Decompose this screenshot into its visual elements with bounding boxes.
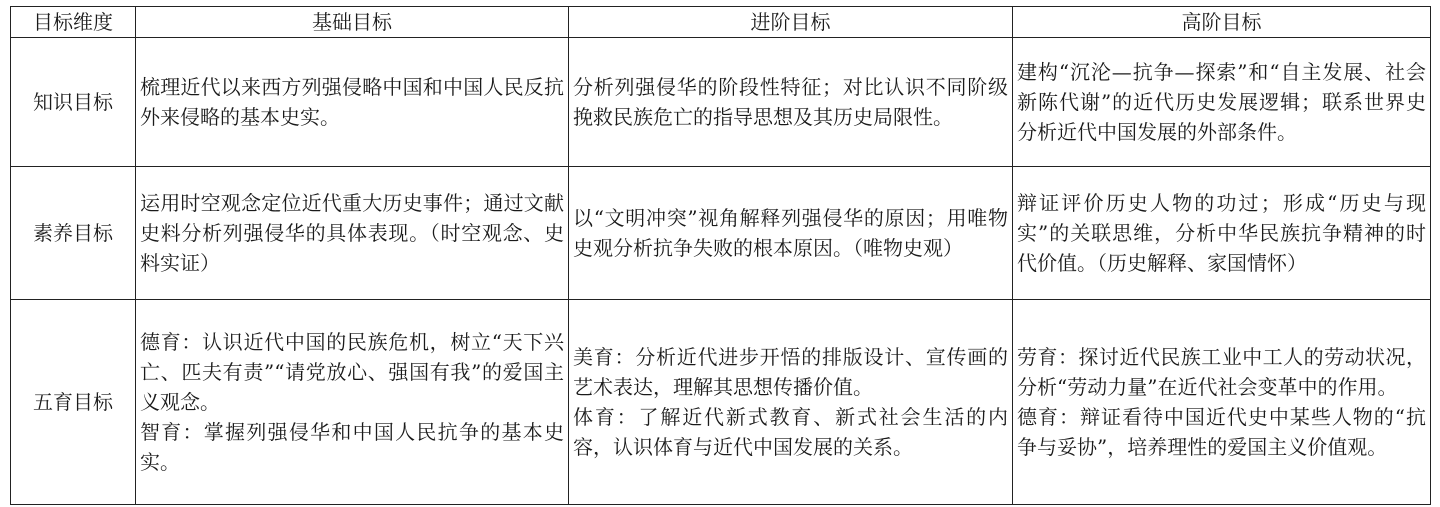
basic-goal-text: 运用时空观念定位近代重大历史事件；通过文献史料分析列强侵华的具体表现。（时空观念、史料实证） (140, 191, 564, 275)
advanced-goal-text: 以“文明冲突”视角解释列强侵华的原因；用唯物史观分析抗争失败的根本原因。（唯物史观） (573, 206, 1008, 260)
header-advanced-goal: 进阶目标 (569, 7, 1013, 38)
higher-goal-text: 建构“沉沦—抗争—探索”和“自主发展、社会新陈代谢”的近代历史发展逻辑；联系世界史分析近代中国发展的外部条件。 (1017, 60, 1426, 144)
header-dimension: 目标维度 (11, 7, 136, 38)
moral-education-text: 德育：辩证看待中国近代史中某些人物的“抗争与妥协”，培养理性的爱国主义价值观。 (1017, 405, 1426, 459)
basic-goal-cell (136, 300, 569, 505)
higher-goal-text: 辩证评价历史人物的功过；形成“历史与现实”的关联思维，分析中华民族抗争精神的时代价值。（历史解释、家国情怀） (1017, 191, 1426, 275)
advanced-goal-cell (569, 300, 1013, 505)
header-row (11, 7, 1431, 38)
higher-goal-cell (1013, 38, 1431, 167)
dimension-cell: 知识目标 (11, 38, 136, 167)
aesthetic-education-text: 美育：分析近代进步开悟的排版设计、宣传画的艺术表达，理解其思想传播价值。 (573, 345, 1008, 399)
intellectual-education-text: 智育：掌握列强侵华和中国人民抗争的基本史实。 (140, 420, 564, 474)
basic-goal-cell (136, 167, 569, 300)
table-row-knowledge (11, 38, 1431, 167)
goals-table (10, 6, 1431, 505)
basic-goal-text: 梳理近代以来西方列强侵略中国和中国人民反抗外来侵略的基本史实。 (140, 75, 564, 129)
header-higher-goal: 高阶目标 (1013, 7, 1431, 38)
header-basic-goal: 基础目标 (136, 7, 569, 38)
labor-education-text: 劳育：探讨近代民族工业中工人的劳动状况，分析“劳动力量”在近代社会变革中的作用。 (1017, 345, 1426, 399)
basic-goal-cell (136, 38, 569, 167)
table-row-five-education (11, 300, 1431, 505)
higher-goal-cell (1013, 300, 1431, 505)
advanced-goal-cell (569, 167, 1013, 300)
higher-goal-cell (1013, 167, 1431, 300)
moral-education-text: 德育：认识近代中国的民族危机，树立“天下兴亡、匹夫有责”“请党放心、强国有我”的爱国主义观念。 (140, 330, 564, 414)
dimension-cell: 五育目标 (11, 300, 136, 505)
physical-education-text: 体育：了解近代新式教育、新式社会生活的内容，认识体育与近代中国发展的关系。 (573, 405, 1008, 459)
advanced-goal-text: 分析列强侵华的阶段性特征；对比认识不同阶级挽救民族危亡的指导思想及其历史局限性。 (573, 75, 1008, 129)
dimension-cell: 素养目标 (11, 167, 136, 300)
advanced-goal-cell (569, 38, 1013, 167)
table-row-literacy (11, 167, 1431, 300)
